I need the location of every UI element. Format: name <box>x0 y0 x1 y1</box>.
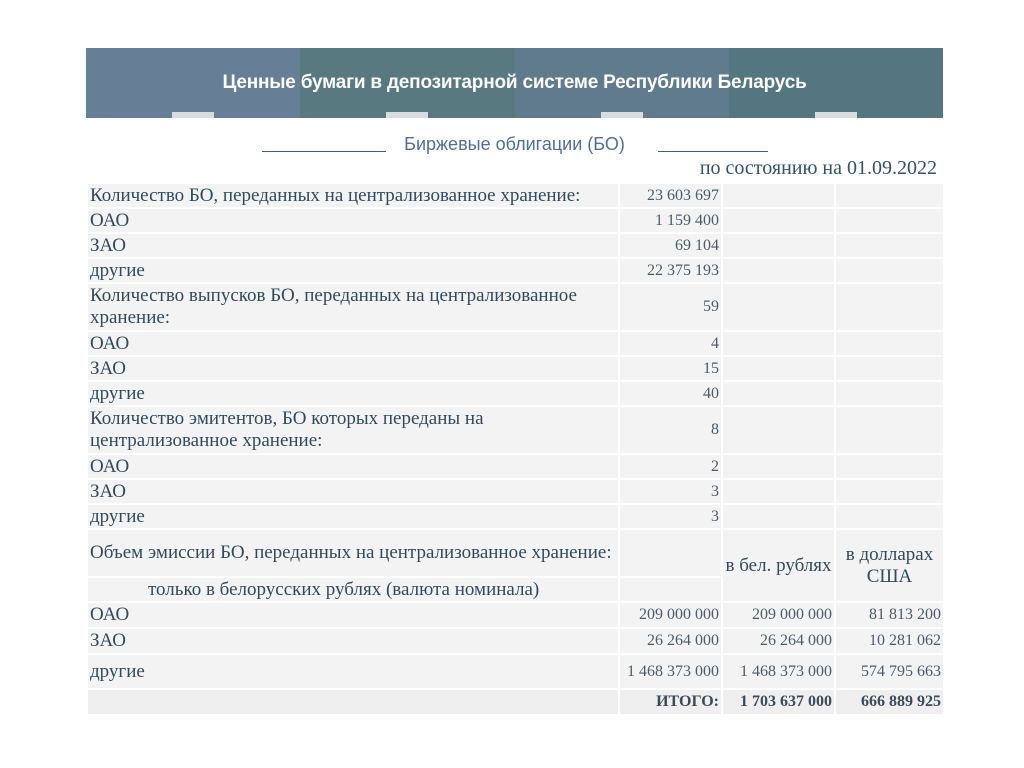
empty-cell <box>722 183 835 208</box>
usd-value: 81 813 200 <box>835 602 944 628</box>
column-header-usd: в долларах США <box>835 529 944 602</box>
row-value: 22 375 193 <box>619 258 722 283</box>
empty-cell <box>835 479 944 504</box>
table-row <box>87 504 944 529</box>
table-row <box>87 233 944 258</box>
total-label: ИТОГО: <box>619 689 722 715</box>
row-value: 69 104 <box>619 233 722 258</box>
empty-cell <box>87 689 619 715</box>
row-value: 3 <box>619 504 722 529</box>
empty-cell <box>835 283 944 331</box>
table-row <box>87 406 944 454</box>
empty-cell <box>722 504 835 529</box>
total-usd: 666 889 925 <box>835 689 944 715</box>
empty-cell <box>619 529 722 577</box>
empty-cell <box>722 208 835 233</box>
nominal-value: 1 468 373 000 <box>619 654 722 689</box>
row-label: Объем эмиссии БО, переданных на централизованное хранение: <box>87 529 619 577</box>
byn-value: 209 000 000 <box>722 602 835 628</box>
row-value: 3 <box>619 479 722 504</box>
row-label: ОАО <box>87 602 619 628</box>
row-label: ОАО <box>87 454 619 479</box>
row-label: Количество эмитентов, БО которых переданы на централизованное хранение: <box>87 406 619 454</box>
section-title: Биржевые облигации (БО) <box>404 134 625 154</box>
table-row <box>87 479 944 504</box>
row-value: 40 <box>619 381 722 406</box>
row-label: Количество БО, переданных на централизованное хранение: <box>87 183 619 208</box>
empty-cell <box>722 454 835 479</box>
row-value: 59 <box>619 283 722 331</box>
nominal-value: 26 264 000 <box>619 628 722 654</box>
row-label: Количество выпусков БО, переданных на централизованное хранение: <box>87 283 619 331</box>
row-label: ЗАО <box>87 479 619 504</box>
bonds-table <box>86 182 945 716</box>
empty-cell <box>722 356 835 381</box>
table-row <box>87 654 944 689</box>
table-row <box>87 381 944 406</box>
row-value: 2 <box>619 454 722 479</box>
row-label: другие <box>87 654 619 689</box>
subtitle-rule-right <box>658 151 768 152</box>
row-value: 4 <box>619 331 722 356</box>
column-header-byn: в бел. рублях <box>722 529 835 602</box>
row-label: другие <box>87 381 619 406</box>
row-value: 23 603 697 <box>619 183 722 208</box>
empty-cell <box>722 406 835 454</box>
row-value: 15 <box>619 356 722 381</box>
table-row <box>87 356 944 381</box>
row-label: ОАО <box>87 331 619 356</box>
empty-cell <box>835 233 944 258</box>
usd-value: 574 795 663 <box>835 654 944 689</box>
row-label: ЗАО <box>87 233 619 258</box>
empty-cell <box>722 283 835 331</box>
row-label: ЗАО <box>87 628 619 654</box>
row-label: другие <box>87 504 619 529</box>
byn-value: 26 264 000 <box>722 628 835 654</box>
page-title: Ценные бумаги в депозитарной системе Республики Беларусь <box>222 72 807 93</box>
table-row <box>87 331 944 356</box>
row-label: ОАО <box>87 208 619 233</box>
table-row <box>87 283 944 331</box>
row-label: другие <box>87 258 619 283</box>
empty-cell <box>835 381 944 406</box>
empty-cell <box>722 331 835 356</box>
total-row <box>87 689 944 715</box>
empty-cell <box>835 504 944 529</box>
table-row <box>87 628 944 654</box>
empty-cell <box>722 479 835 504</box>
table-row <box>87 602 944 628</box>
empty-cell <box>722 258 835 283</box>
row-label: ЗАО <box>87 356 619 381</box>
empty-cell <box>835 258 944 283</box>
empty-cell <box>835 183 944 208</box>
empty-cell <box>835 208 944 233</box>
row-value: 1 159 400 <box>619 208 722 233</box>
empty-cell <box>835 331 944 356</box>
row-sublabel: только в белорусских рублях (валюта номинала) <box>87 577 619 602</box>
as-of-date: по состоянию на 01.09.2022 <box>699 157 937 179</box>
nominal-value: 209 000 000 <box>619 602 722 628</box>
table-row <box>87 208 944 233</box>
empty-cell <box>722 381 835 406</box>
empty-cell <box>835 406 944 454</box>
table-row <box>87 183 944 208</box>
table-row <box>87 258 944 283</box>
table-row <box>87 454 944 479</box>
empty-cell <box>835 454 944 479</box>
table-row <box>87 529 944 577</box>
empty-cell <box>722 233 835 258</box>
usd-value: 10 281 062 <box>835 628 944 654</box>
empty-cell <box>619 577 722 602</box>
byn-value: 1 468 373 000 <box>722 654 835 689</box>
total-byn: 1 703 637 000 <box>722 689 835 715</box>
row-value: 8 <box>619 406 722 454</box>
empty-cell <box>835 356 944 381</box>
